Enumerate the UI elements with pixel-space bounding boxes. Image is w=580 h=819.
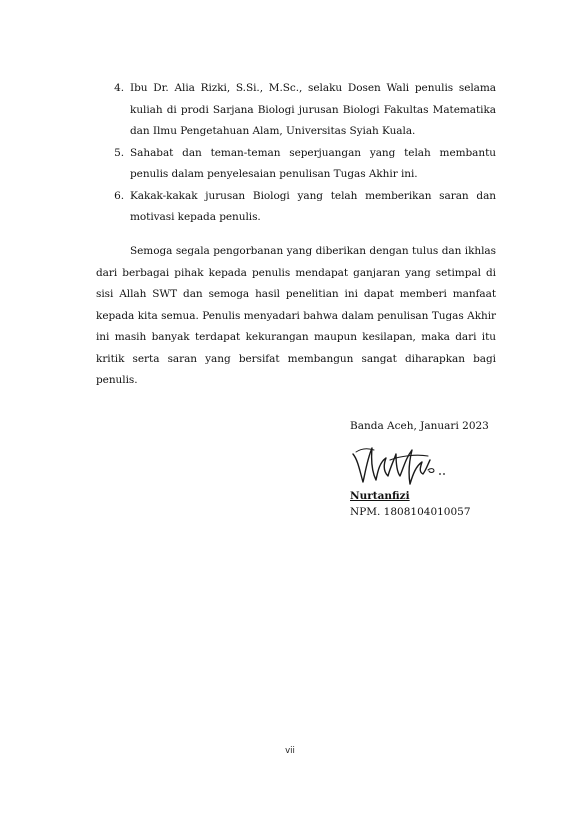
signatory-name: Nurtanfizi	[350, 490, 410, 502]
list-item-text: Sahabat dan teman-teman seperjuangan yang telah membantu penulis dalam penyelesaian penulisan Tugas Akhir ini.	[130, 146, 496, 180]
page-number: vii	[285, 746, 295, 756]
list-item-number: 4.	[114, 82, 124, 94]
list-item-number: 6.	[114, 189, 124, 202]
list-item-text: Ibu Dr. Alia Rizki, S.Si., M.Sc., selaku Dosen Wali penulis selama kuliah di prodi Sarjana Biologi jurusan Biologi Fakultas Matematika dan Ilmu Pengetahuan Alam, Universitas Syiah Kuala.	[130, 82, 496, 137]
signatory-npm: NPM. 1808104010057	[350, 506, 471, 518]
handwritten-signature	[350, 440, 450, 492]
acknowledgement-list	[96, 78, 496, 229]
list-item	[96, 186, 496, 229]
list-item	[96, 143, 496, 186]
list-item-text: Kakak-kakak jurusan Biologi yang telah memberikan saran dan motivasi kepada penulis.	[130, 189, 496, 223]
closing-paragraph: Semoga segala pengorbanan yang diberikan dengan tulus dan ikhlas dari berbagai pihak kepada penulis mendapat ganjaran yang setimpal di sisi Allah SWT dan semoga hasil penelitian ini dapat memberi manfaat kepada kita semua. Penulis menyadari bahwa dalam penulisan Tugas Akhir ini masih banyak terdapat kekurangan maupun kesilapan, maka dari itu kritik serta saran yang bersifat membangun sangat diharapkan bagi penulis.	[96, 245, 496, 386]
signature-block	[350, 418, 540, 520]
place-date: Banda Aceh, Januari 2023	[350, 420, 489, 432]
list-item-number: 5.	[114, 146, 124, 159]
list-item	[96, 78, 496, 143]
